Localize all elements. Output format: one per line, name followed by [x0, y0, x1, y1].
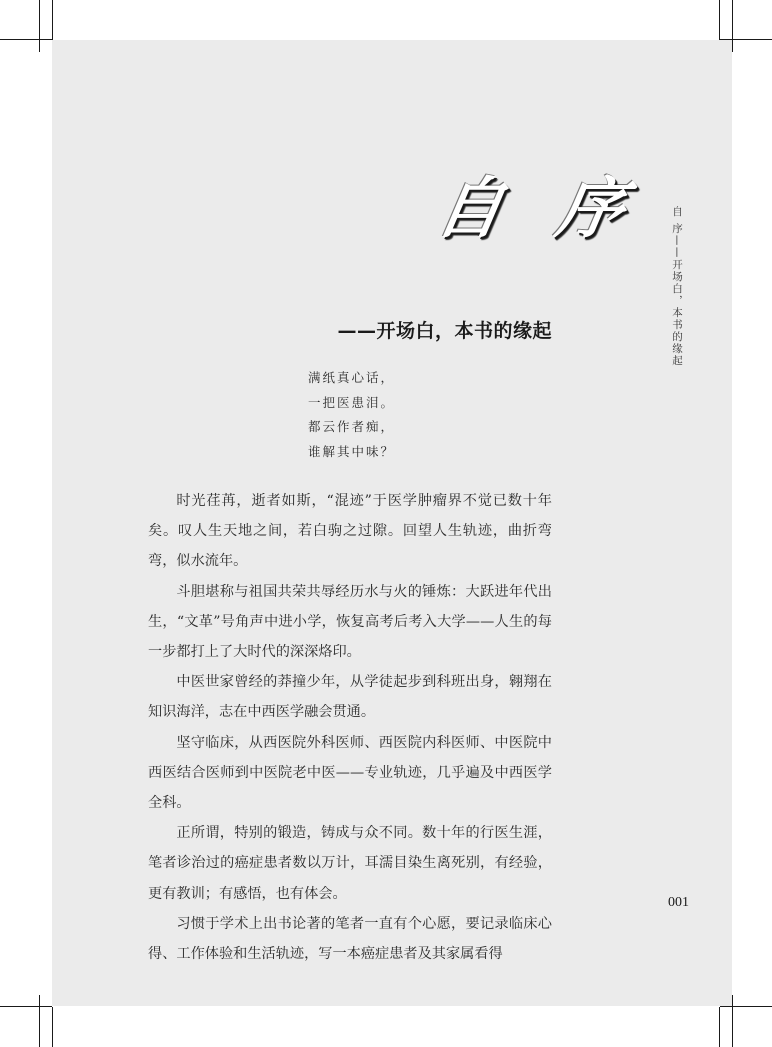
- paragraph: 时光荏苒，逝者如斯，“混迹”于医学肿瘤界不觉已数十年矣。叹人生天地之间，若白驹之过隙。回望人生轨迹，曲折弯弯，似水流年。: [148, 493, 552, 570]
- crop-mark: [39, 0, 40, 52]
- paragraph: 正所谓，特别的锻造，铸成与众不同。数十年的行医生涯，笔者诊治过的癌症患者数以万计，耳濡目染生离死别，有经验，更有教训；有感悟，也有体会。: [148, 825, 552, 902]
- poem-line: 一把医患泪。: [308, 394, 396, 410]
- crop-mark: [719, 1007, 720, 1047]
- body-text: [148, 486, 552, 969]
- paragraph: 中医世家曾经的莽撞少年，从学徒起步到科班出身，翱翔在知识海洋，志在中西医学融会贯通。: [148, 674, 552, 721]
- paragraph: 斗胆堪称与祖国共荣共辱经历水与火的锤炼：大跃进年代出生，“文革”号角声中进小学，恢复高考后考入大学——人生的每一步都打上了大时代的深深烙印。: [148, 583, 552, 661]
- paragraph: 坚守临床，从西医院外科医师、西医院内科医师、中医院中西医结合医师到中医院老中医——专业轨迹，几乎遍及中西医学全科。: [148, 734, 552, 812]
- crop-mark: [0, 1006, 52, 1007]
- running-head: 自 序——开场白，本书的缘起: [671, 206, 683, 367]
- crop-mark: [39, 995, 40, 1047]
- crop-mark: [732, 0, 733, 52]
- crop-mark: [720, 1006, 772, 1007]
- epigraph-poem: [308, 366, 395, 464]
- poem-line: 谁解其中味？: [308, 443, 396, 459]
- poem-line: 都云作者痴，: [308, 419, 396, 434]
- poem-line: 满纸真心话，: [308, 370, 396, 385]
- crop-mark: [0, 39, 52, 40]
- chapter-title: 自 序: [430, 169, 647, 247]
- chapter-subtitle: ——开场白，本书的缘起: [337, 320, 552, 342]
- crop-mark: [52, 1007, 53, 1047]
- paragraph: 习惯于学术上出书论著的笔者一直有个心愿，要记录临床心得、工作体验和生活轨迹，写一本癌症患者及其家属看得: [148, 915, 552, 963]
- crop-mark: [52, 0, 53, 40]
- page-number: 001: [668, 895, 689, 910]
- crop-mark: [732, 995, 733, 1047]
- crop-mark: [719, 0, 720, 40]
